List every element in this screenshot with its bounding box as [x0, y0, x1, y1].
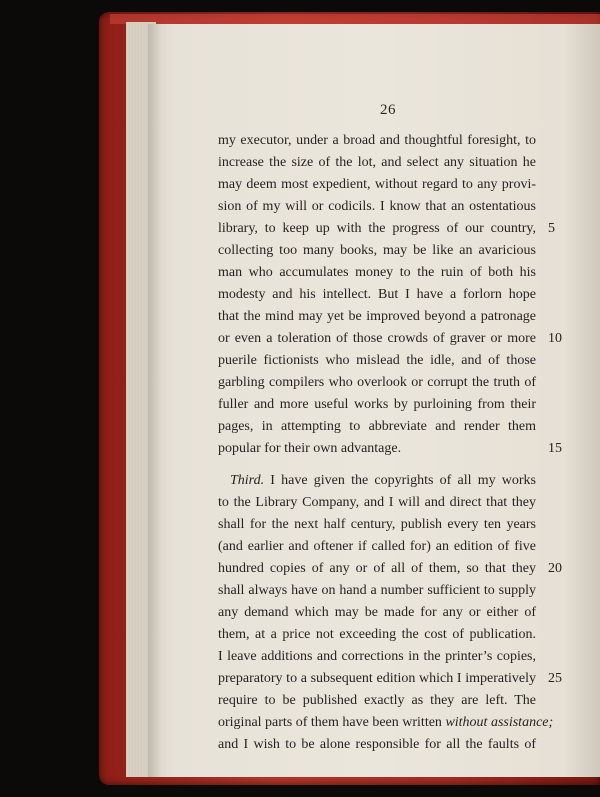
- text-line: and I wish to be alone responsible for all the faults of: [218, 737, 536, 752]
- text-line: puerile fictionists who mislead the idle, and of those: [218, 353, 536, 368]
- text-line: require to be published exactly as they are left. The: [218, 693, 536, 708]
- text-line: or even a toleration of those crowds of graver or more: [218, 331, 536, 346]
- line-number: 15: [548, 441, 562, 456]
- italic-text: without assistance;: [445, 715, 554, 730]
- text-line: increase the size of the lot, and select any situation he: [218, 155, 536, 170]
- text-line: may deem most expedient, without regard to any provi-: [218, 177, 536, 192]
- paragraph-start-line: [230, 470, 536, 492]
- text-line: any demand which may be made for any or either of: [218, 605, 536, 620]
- text-line: garbling compilers who overlook or corrupt the truth of: [218, 375, 536, 390]
- text-line: popular for their own advantage.: [218, 441, 402, 456]
- text-line: collecting too many books, may be like an avaricious: [218, 243, 536, 258]
- text-span: original parts of them have been written: [218, 715, 446, 730]
- text-line: my executor, under a broad and thoughtful foresight, to: [218, 133, 536, 148]
- text-line: I leave additions and corrections in the printer’s copies,: [218, 649, 536, 664]
- text-line: shall always have on hand a number sufficient to supply: [218, 583, 536, 598]
- text-line: hundred copies of any or of all of them, so that they: [218, 561, 536, 576]
- text-line: fuller and more useful works by purloining from their: [218, 397, 536, 412]
- text-line: them, at a price not exceeding the cost of publication.: [218, 627, 536, 642]
- gutter-shadow: [148, 24, 162, 777]
- line-number: 10: [548, 331, 562, 346]
- text-line: preparatory to a subsequent edition which I imperatively: [218, 671, 536, 686]
- text-line: library, to keep up with the progress of our country,: [218, 221, 536, 236]
- text-line: modesty and his intellect. But I have a forlorn hope: [218, 287, 536, 302]
- line-number: 5: [548, 221, 555, 236]
- text-line: sion of my will or codicils. I know that an ostentatious: [218, 199, 536, 214]
- line-number: 25: [548, 671, 562, 686]
- italic-text-line: [218, 712, 554, 734]
- paragraph-lead: Third.: [230, 473, 265, 488]
- text-line: (and earlier and oftener if called for) an edition of five: [218, 539, 536, 554]
- text-line: shall for the next half century, publish every ten years: [218, 517, 536, 532]
- text-span: I have given the copyrights of all my works: [264, 473, 536, 488]
- cover-top-edge: [110, 14, 600, 24]
- text-line: to the Library Company, and I will and direct that they: [218, 495, 536, 510]
- page-number: 26: [380, 102, 396, 118]
- text-line: that the mind may yet be improved beyond a patronage: [218, 309, 536, 324]
- line-number: 20: [548, 561, 562, 576]
- text-line: man who accumulates money to the ruin of both his: [218, 265, 536, 280]
- text-line: pages, in attempting to abbreviate and render them: [218, 419, 536, 434]
